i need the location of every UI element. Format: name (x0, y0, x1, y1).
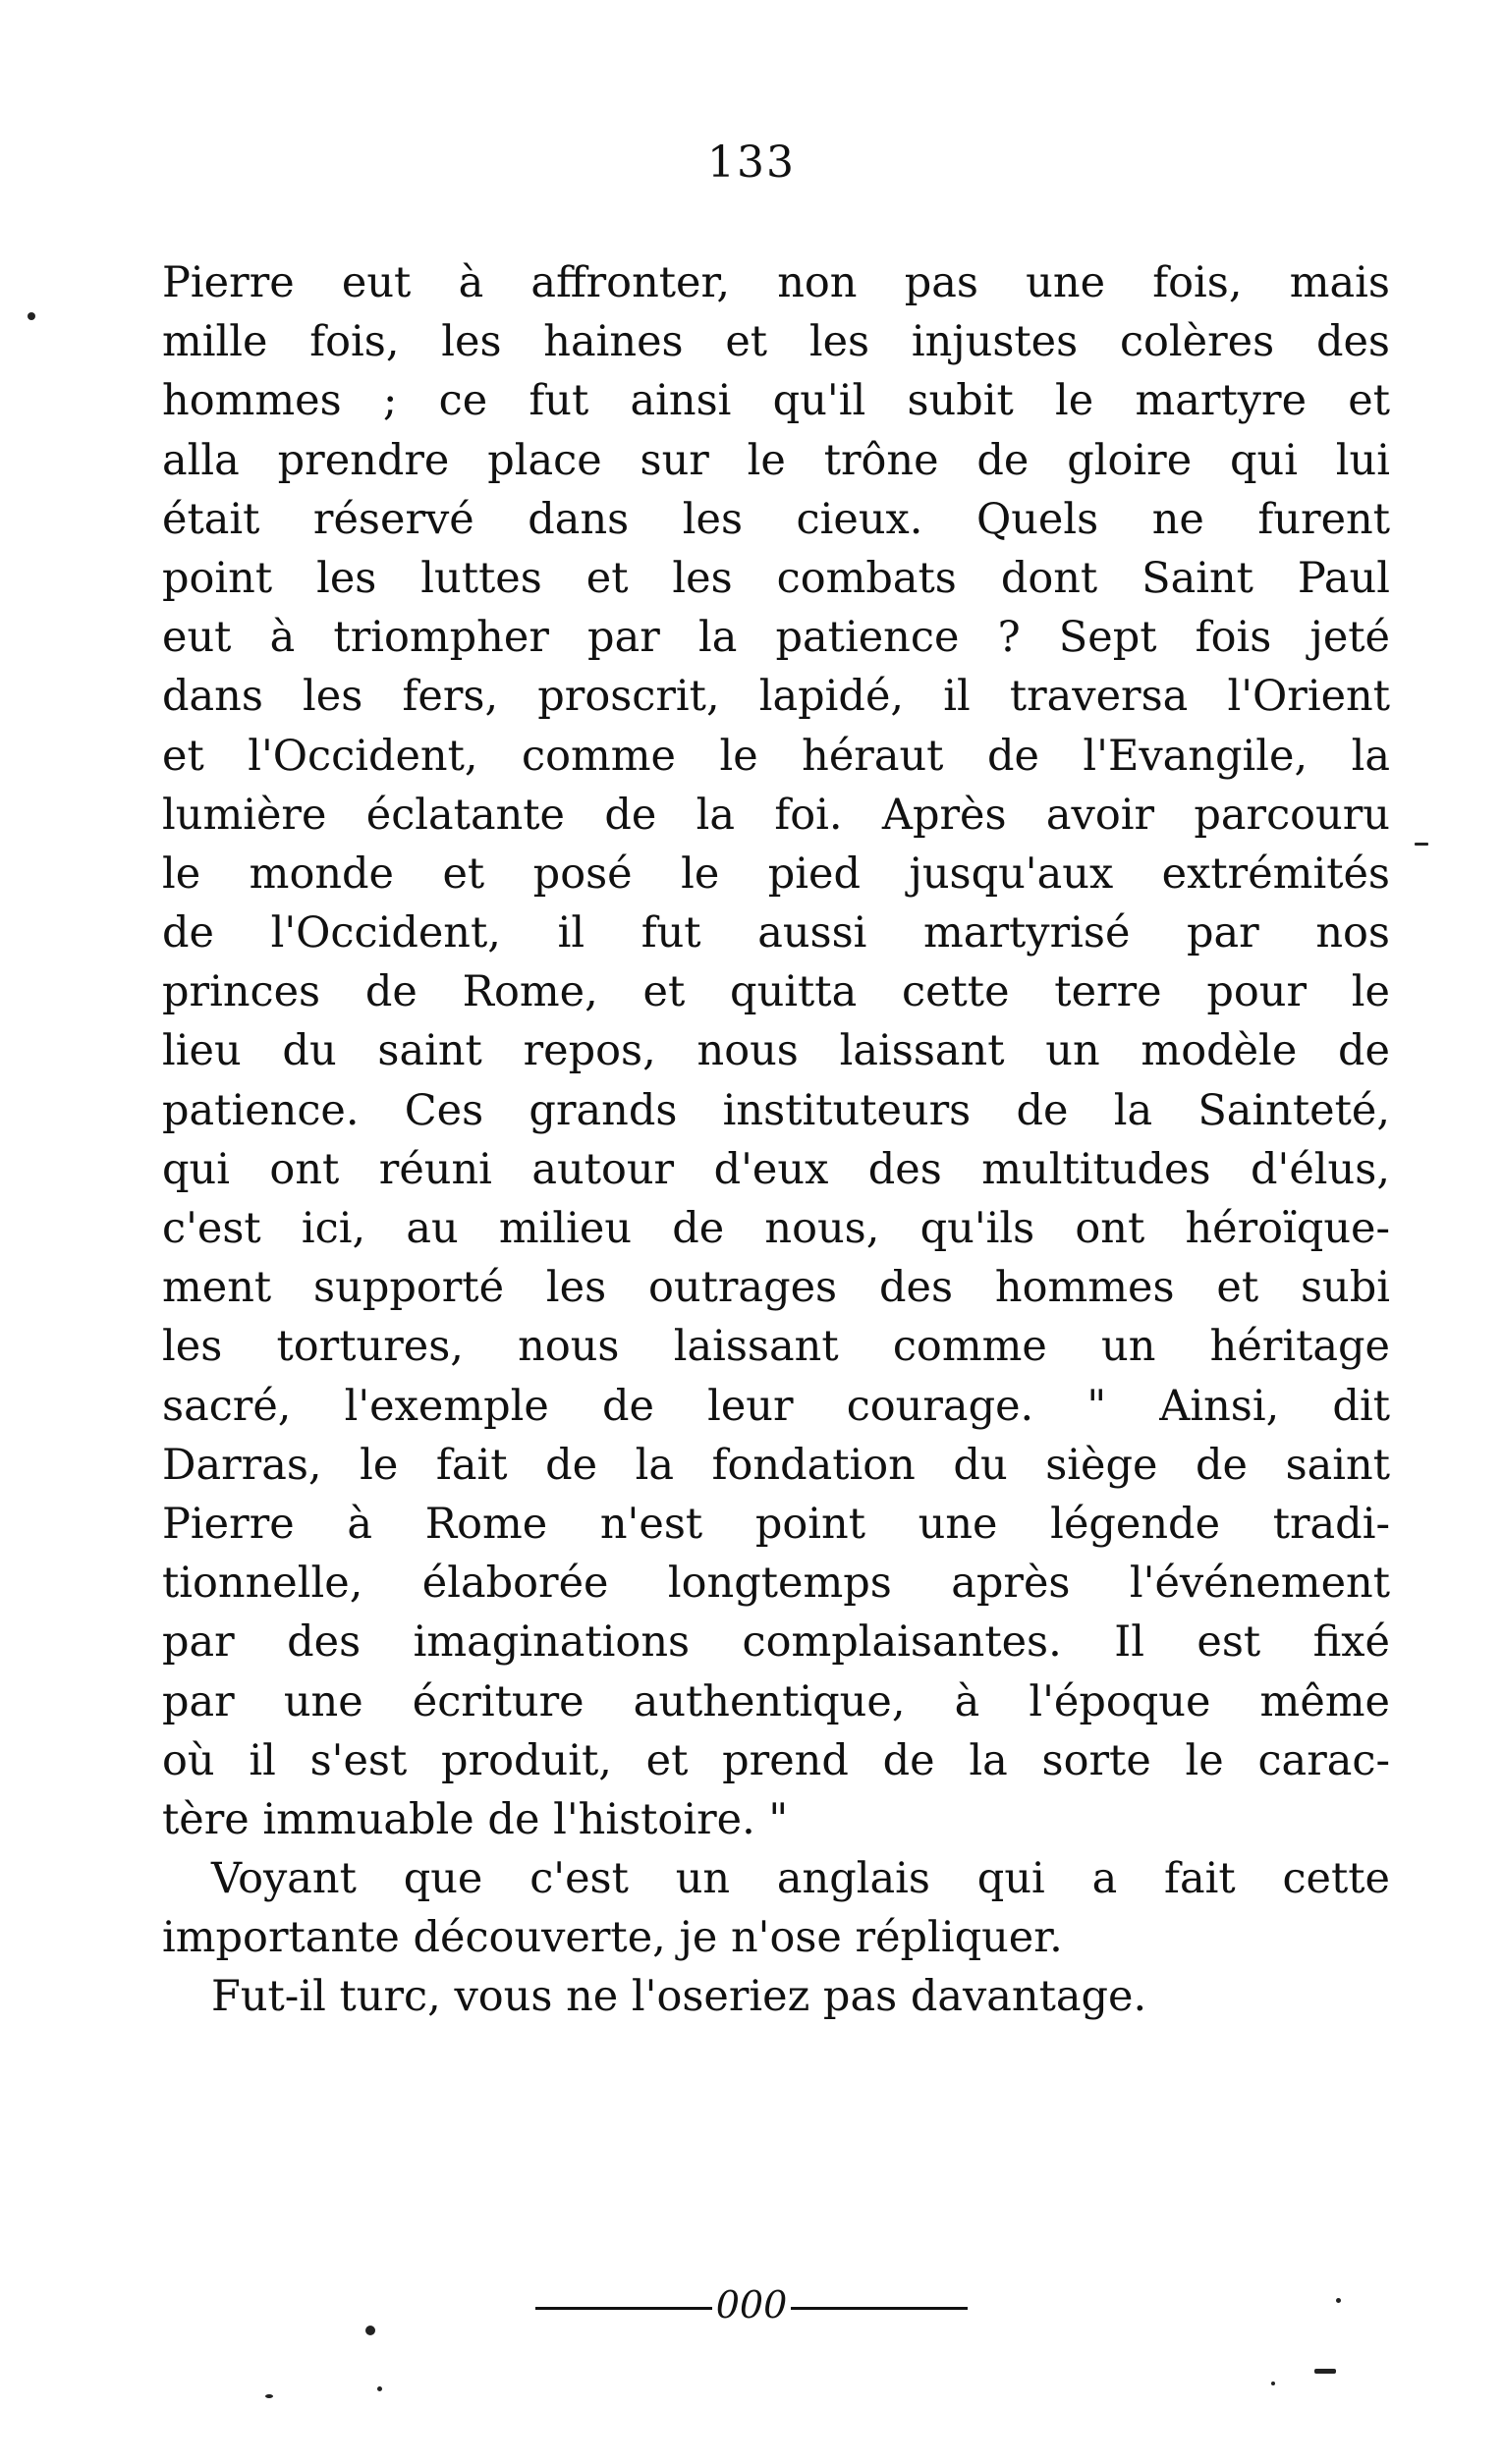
page-number: 133 (707, 137, 796, 188)
text-line: dans les fers, proscrit, lapidé, il traversa l'Orient (162, 672, 1390, 722)
text-line: hommes ; ce fut ainsi qu'il subit le martyre et (162, 376, 1390, 426)
text-line: de l'Occident, il fut aussi martyrisé par nos (162, 908, 1390, 958)
text-line: Pierre à Rome n'est point une légende tradi- (162, 1499, 1390, 1549)
scan-speck (1415, 843, 1428, 846)
scan-speck (1314, 2369, 1336, 2374)
text-line: qui ont réuni autour d'eux des multitudes d'élus, (162, 1144, 1390, 1194)
text-line: Voyant que c'est un anglais qui a fait cette (211, 1854, 1390, 1904)
text-line: lumière éclatante de la foi. Après avoir parcouru (162, 790, 1390, 840)
text-line: par des imaginations complaisantes. Il est fixé (162, 1617, 1390, 1668)
scan-speck (365, 2326, 375, 2335)
scan-speck (265, 2394, 273, 2398)
text-line: point les luttes et les combats dont Saint Paul (162, 553, 1390, 603)
separator-rule-left (535, 2307, 712, 2310)
text-line: lieu du saint repos, nous laissant un modèle de (162, 1026, 1390, 1076)
scan-speck (28, 312, 35, 320)
text-line: par une écriture authentique, à l'époque même (162, 1676, 1390, 1726)
scan-speck (377, 2386, 382, 2391)
separator-text: 000 (715, 2283, 788, 2327)
text-line: tère immuable de l'histoire. " (162, 1794, 789, 1844)
text-line: princes de Rome, et quitta cette terre pour le (162, 967, 1390, 1017)
scan-speck (1336, 2298, 1341, 2303)
text-line: était réservé dans les cieux. Quels ne furent (162, 494, 1390, 544)
text-line: alla prendre place sur le trône de gloire qui lui (162, 435, 1390, 485)
text-line: patience. Ces grands instituteurs de la Sainteté, (162, 1085, 1390, 1135)
text-line: Fut-il turc, vous ne l'oseriez pas davantage. (211, 1972, 1147, 2022)
text-line: et l'Occident, comme le héraut de l'Evangile, la (162, 731, 1390, 781)
text-line: les tortures, nous laissant comme un héritage (162, 1322, 1390, 1372)
separator-rule-right (791, 2307, 968, 2310)
text-line: Pierre eut à affronter, non pas une fois, mais (162, 258, 1390, 307)
text-line: le monde et posé le pied jusqu'aux extrémités (162, 849, 1390, 899)
text-line: eut à triompher par la patience ? Sept fois jeté (162, 613, 1390, 663)
text-line: où il s'est produit, et prend de la sorte le carac- (162, 1735, 1390, 1785)
section-separator (0, 2283, 1503, 2327)
text-line: sacré, l'exemple de leur courage. " Ainsi, dit (162, 1381, 1390, 1431)
text-line: mille fois, les haines et les injustes colères des (162, 317, 1390, 367)
text-line: c'est ici, au milieu de nous, qu'ils ont héroïque- (162, 1204, 1390, 1253)
body-text (162, 253, 1390, 2027)
text-line: tionnelle, élaborée longtemps après l'événement (162, 1559, 1390, 1609)
scan-speck (1271, 2382, 1275, 2385)
text-line: importante découverte, je n'ose répliquer. (162, 1913, 1063, 1963)
text-line: ment supporté les outrages des hommes et subi (162, 1263, 1390, 1313)
text-line: Darras, le fait de la fondation du siège de saint (162, 1440, 1390, 1490)
